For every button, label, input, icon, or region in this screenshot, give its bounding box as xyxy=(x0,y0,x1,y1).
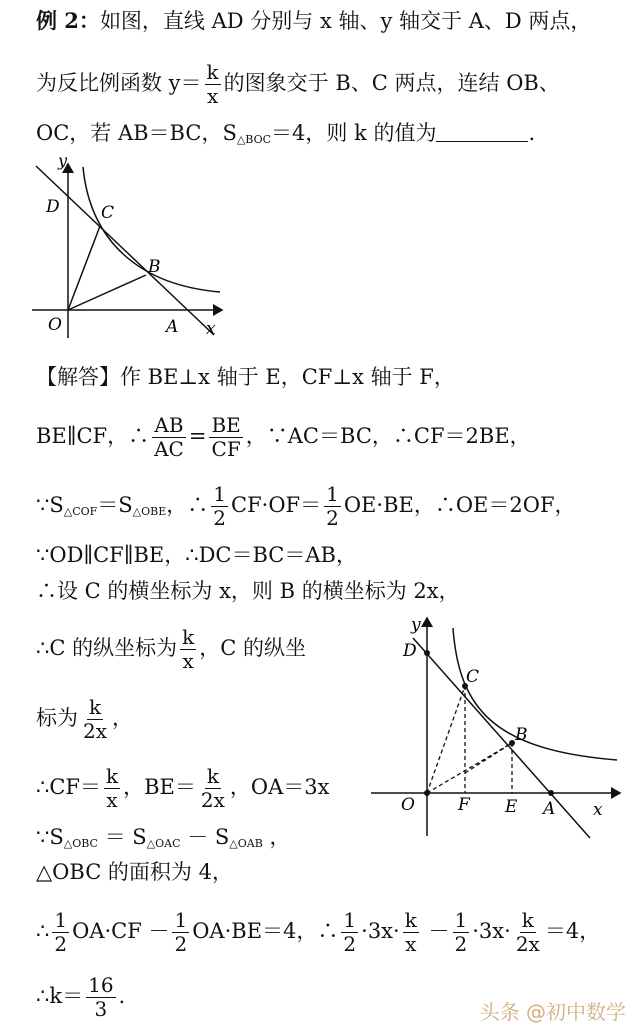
label-x: x xyxy=(593,800,603,820)
label-e: E xyxy=(505,797,518,817)
solution-line-4: ∵OD∥CF∥BE，∴DC＝BC＝AB， xyxy=(36,543,357,567)
fraction-half-2: $\frac{1}{2}$ xyxy=(326,482,339,530)
label-b: B xyxy=(148,257,161,277)
fraction-k-over-x: $\frac{k}{x}$ xyxy=(206,60,219,108)
label-y: y xyxy=(58,151,68,170)
solution-line-3: $\because S_{\triangle COF}=S_{\triangle OBE}$，∴ $\frac{1}{2}$ CF·OF＝ $\frac{1}{2}$ OE·BE，∴OE＝2OF， xyxy=(36,482,576,530)
label-o: O xyxy=(401,795,415,815)
solution-line-5: ∴设 C 的横坐标为 x，则 B 的横坐标为 2x， xyxy=(36,579,460,603)
label-y: y xyxy=(411,615,421,635)
segment-fb-dashed xyxy=(465,743,512,773)
figure-1 xyxy=(28,150,228,345)
label-d: D xyxy=(46,197,60,217)
label-x: x xyxy=(206,319,216,339)
solution-line-10: △OBC 的面积为 4， xyxy=(36,860,233,884)
fraction-ab-ac: $\frac{AB}{AC}$ xyxy=(154,413,184,461)
label-c: C xyxy=(101,203,115,223)
fraction-k-2x-2: $\frac{k}{2x}$ xyxy=(200,764,225,812)
label-c: C xyxy=(466,667,480,687)
fraction-k-x-2: $\frac{k}{x}$ xyxy=(106,764,119,812)
fraction-half-1: $\frac{1}{2}$ xyxy=(213,482,226,530)
example-label: 例 2： xyxy=(36,8,100,33)
hyperbola-curve xyxy=(453,628,617,760)
watermark: 头条 @初中数学 xyxy=(479,1000,626,1024)
label-a: A xyxy=(543,799,556,819)
segment-oc xyxy=(427,686,465,793)
solution-line-8: ∴CF＝ $\frac{k}{x}$ ，BE＝ $\frac{k}{2x}$ ，OA＝3x xyxy=(36,764,330,812)
label-o: O xyxy=(48,315,62,335)
label-b: B xyxy=(515,725,528,745)
solution-line-12: ∴k＝ $\frac{16}{3}$ . xyxy=(36,973,126,1021)
solution-line-2: BE∥CF，∴ $\frac{AB}{AC}$ = $\frac{BE}{CF}$ ，∵AC＝BC，∴CF＝2BE， xyxy=(36,413,531,461)
solution-line-6: ∴C 的纵坐标为 $\frac{k}{x}$ ，C 的纵坐 xyxy=(36,625,306,673)
solution-line-1: 【解答】作 BE⊥x 轴于 E，CF⊥x 轴于 F， xyxy=(36,365,455,389)
label-d: D xyxy=(403,641,417,661)
fraction-be-cf: $\frac{BE}{CF}$ xyxy=(211,413,241,461)
label-a: A xyxy=(166,317,179,337)
fraction-k-2x-1: $\frac{k}{2x}$ xyxy=(83,695,108,743)
problem-line-3: OC，若 AB＝BC，$S_{\triangle BOC}=4$，则 k 的值为 . xyxy=(36,121,536,146)
segment-ob xyxy=(427,743,512,793)
solution-line-7: 标为 $\frac{k}{2x}$ ， xyxy=(36,695,134,743)
point-o xyxy=(424,790,430,796)
problem-line-1: 例 2：如图，直线 AD 分别与 x 轴、y 轴交于 A、D 两点， xyxy=(36,8,592,33)
answer-blank xyxy=(436,121,528,142)
label-f: F xyxy=(458,795,470,815)
fraction-16-3: $\frac{16}{3}$ xyxy=(88,973,114,1021)
point-d xyxy=(424,650,430,656)
solution-line-9: $\because S_{\triangle OBC} = S_{\triangle OAC} - S_{\triangle OAB}$ ， xyxy=(36,825,291,850)
solution-line-11: ∴ $\frac{1}{2}$ OA·CF － $\frac{1}{2}$ OA·BE＝4，∴ $\frac{1}{2}$ ·3x· $\frac{k}{x}$ － $\frac{1}{2}$ ·3x· $\frac{k}{2x}$ ＝4， xyxy=(36,908,601,956)
fraction-k-x-1: $\frac{k}{x}$ xyxy=(182,625,195,673)
figure-2 xyxy=(365,610,625,845)
point-a xyxy=(548,790,554,796)
line-ad xyxy=(413,638,590,838)
problem-line-2: 为反比例函数 y＝ $\frac{k}{x}$ 的图象交于 B、C 两点，连结 OB、 xyxy=(36,60,560,108)
